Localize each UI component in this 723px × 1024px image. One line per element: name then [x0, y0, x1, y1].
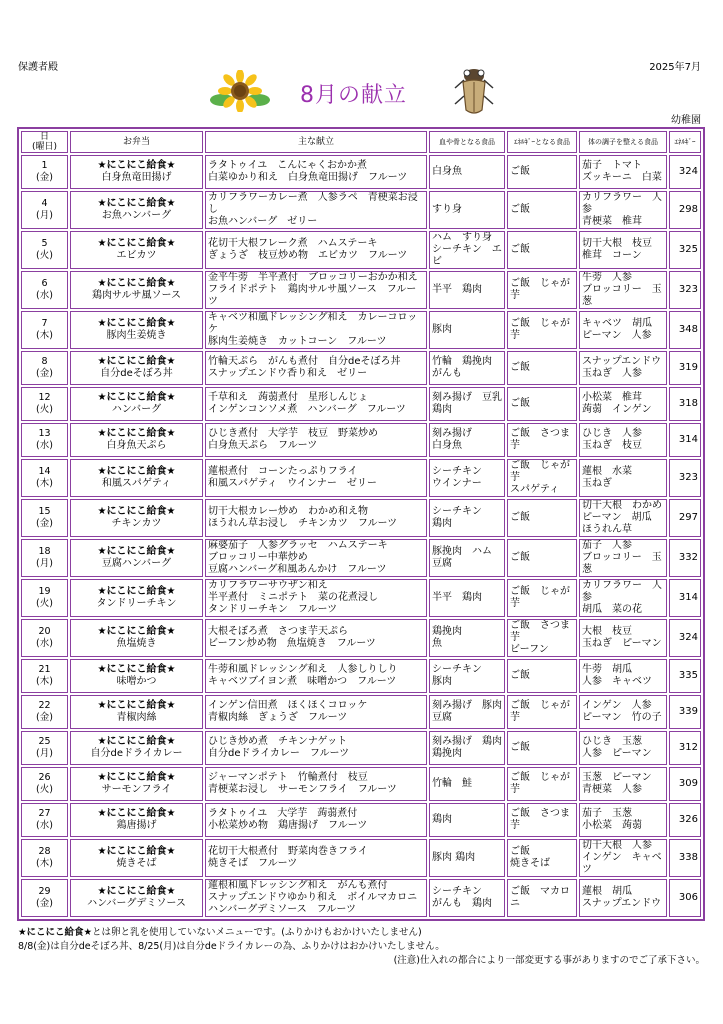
kyushoku-star-label: ★にこにこ給食★ [97, 626, 176, 637]
cell-bento [70, 659, 203, 693]
cell-blood-food: 白身魚 [429, 155, 505, 189]
table-row [21, 155, 701, 189]
kyushoku-star-label: ★にこにこ給食★ [97, 198, 176, 209]
bento-name: 白身魚竜田揚げ [101, 172, 172, 183]
cell-blood-food: 刻み揚げ 豆乳 鶏肉 [429, 387, 505, 421]
cell-main-menu: 麻婆茄子 人参グラッセ ハムステーキ ブロッコリー中華炒め 豆腐ハンバーグ和風あんかけ フルーツ [205, 539, 427, 577]
cell-energy-kcal: 339 [669, 695, 701, 729]
cell-energy-food: ご飯 じゃが芋 [507, 695, 577, 729]
cell-body-food: 切干大根 わかめ ピーマン 胡瓜 ほうれん草 [579, 499, 667, 537]
kyushoku-star-label: ★にこにこ給食★ [97, 700, 176, 711]
table-row [21, 803, 701, 837]
cell-energy-kcal: 338 [669, 839, 701, 877]
cell-blood-food: 鶏肉 [429, 803, 505, 837]
table-row [21, 311, 701, 349]
cell-energy-kcal: 324 [669, 619, 701, 657]
kyushoku-star-label: ★にこにこ給食★ [97, 586, 176, 597]
cell-energy-food: ご飯 マカロニ [507, 879, 577, 917]
cell-main-menu: ラタトゥイユ こんにゃくおかか煮 白菜ゆかり和え 白身魚竜田揚げ フルーツ [205, 155, 427, 189]
bento-name: 鶏肉サルサ風ソース [92, 290, 181, 301]
cell-energy-food: ご飯 焼きそば [507, 839, 577, 877]
cell-bento [70, 579, 203, 617]
kyushoku-star-label: ★にこにこ給食★ [97, 278, 176, 289]
kyushoku-star-label: ★にこにこ給食★ [97, 318, 176, 329]
cell-date: 14 (木) [21, 459, 68, 497]
kyushoku-star-label: ★にこにこ給食★ [97, 664, 176, 675]
cell-bento [70, 767, 203, 801]
cell-body-food: 小松菜 椎茸 蒟蒻 インゲン [579, 387, 667, 421]
recipient: 保護者殿 [18, 62, 58, 73]
cell-date: 7 (木) [21, 311, 68, 349]
cicada-icon [452, 66, 496, 116]
cell-energy-kcal: 298 [669, 191, 701, 229]
cell-energy-kcal: 323 [669, 459, 701, 497]
kyushoku-star-label: ★にこにこ給食★ [97, 392, 176, 403]
cell-body-food: 茄子 トマト ズッキーニ 白菜 [579, 155, 667, 189]
cell-energy-food: ご飯 [507, 539, 577, 577]
cell-energy-kcal: 318 [669, 387, 701, 421]
bento-name: 味噌かつ [116, 676, 157, 687]
table-row [21, 387, 701, 421]
table-row [21, 271, 701, 309]
cell-main-menu: 竹輪天ぷら がんも煮付 自分deそぼろ丼 スナップエンドウ香り和え ゼリー [205, 351, 427, 385]
cell-main-menu: 千草和え 蒟蒻煮付 星形しんじょ インゲンコンソメ煮 ハンバーグ フルーツ [205, 387, 427, 421]
page-title: 8月の献立 [300, 83, 407, 108]
cell-date: 27 (水) [21, 803, 68, 837]
cell-bento [70, 695, 203, 729]
header-main: 主な献立 [205, 131, 427, 153]
cell-blood-food: シーチキン がんも 鶏肉 [429, 879, 505, 917]
kyushoku-star-label: ★にこにこ給食★ [97, 546, 176, 557]
cell-energy-food: ご飯 [507, 155, 577, 189]
cell-body-food: カリフラワー 人参 青梗菜 椎茸 [579, 191, 667, 229]
kyushoku-star-label: ★にこにこ給食★ [97, 160, 176, 171]
bento-name: 自分deドライカレー [90, 748, 183, 759]
cell-body-food: 切干大根 人参 インゲン キャベツ [579, 839, 667, 877]
cell-body-food: ひじき 人参 玉ねぎ 枝豆 [579, 423, 667, 457]
cell-main-menu: ひじき炒め煮 チキンナゲット 自分deドライカレー フルーツ [205, 731, 427, 765]
cell-body-food: スナップエンドウ 玉ねぎ 人参 [579, 351, 667, 385]
header-blood: 血や骨となる食品 [429, 131, 505, 153]
cell-bento [70, 155, 203, 189]
footer-note-2: 8/8(金)は自分deそぼろ丼、8/25(月)は自分deドライカレーの為、ふりかけはおかけいたしません。 [18, 941, 445, 952]
cell-bento [70, 191, 203, 229]
cell-energy-kcal: 326 [669, 803, 701, 837]
cell-body-food: 牛蒡 胡瓜 人参 キャベツ [579, 659, 667, 693]
cell-energy-food: ご飯 [507, 351, 577, 385]
bento-name: チキンカツ [111, 518, 162, 529]
bento-name: 魚塩焼き [116, 638, 157, 649]
cell-energy-food: ご飯 じゃが芋 スパゲティ [507, 459, 577, 497]
bento-name: 焼きそば [116, 858, 157, 869]
cell-blood-food: すり身 [429, 191, 505, 229]
table-header-row [21, 131, 701, 153]
cell-body-food: 蓮根 胡瓜 スナップエンドウ [579, 879, 667, 917]
cell-bento [70, 271, 203, 309]
cell-energy-kcal: 297 [669, 499, 701, 537]
school-name: 幼稚園 [671, 115, 701, 126]
bento-name: 鶏唐揚げ [116, 820, 157, 831]
cell-blood-food: ハム すり身 シーチキン エビ [429, 231, 505, 269]
table-row [21, 423, 701, 457]
cell-bento [70, 311, 203, 349]
cell-blood-food: 豚挽肉 ハム 豆腐 [429, 539, 505, 577]
footer-note-1-bold: ★にこにこ給食★ [18, 927, 93, 938]
cell-bento [70, 351, 203, 385]
footer-note-1-text: とは卵と乳を使用していないメニューです。(ふりかけもおかけいたしません) [92, 927, 422, 938]
kyushoku-star-label: ★にこにこ給食★ [97, 428, 176, 439]
cell-date: 18 (月) [21, 539, 68, 577]
cell-date: 19 (火) [21, 579, 68, 617]
table-row [21, 839, 701, 877]
cell-energy-food: ご飯 じゃが芋 [507, 271, 577, 309]
cell-energy-kcal: 325 [669, 231, 701, 269]
cell-bento [70, 539, 203, 577]
cell-date: 6 (水) [21, 271, 68, 309]
cell-body-food: 茄子 人参 ブロッコリー 玉葱 [579, 539, 667, 577]
footer-note-1 [18, 924, 422, 938]
bento-name: お魚ハンバーグ [101, 210, 172, 221]
cell-energy-food: ご飯 [507, 499, 577, 537]
table-row [21, 659, 701, 693]
cell-body-food: ひじき 玉葱 人参 ピーマン [579, 731, 667, 765]
kyushoku-star-label: ★にこにこ給食★ [97, 238, 176, 249]
cell-energy-food: ご飯 さつま芋 ビーフン [507, 619, 577, 657]
bento-name: 白身魚天ぷら [106, 440, 167, 451]
cell-main-menu: 切干大根カレー炒め わかめ和え物 ほうれん草お浸し チキンカツ フルーツ [205, 499, 427, 537]
cell-date: 13 (水) [21, 423, 68, 457]
cell-body-food: キャベツ 胡瓜 ピーマン 人参 [579, 311, 667, 349]
bento-name: エビカツ [116, 250, 157, 261]
cell-body-food: 茄子 玉葱 小松菜 蒟蒻 [579, 803, 667, 837]
cell-date: 22 (金) [21, 695, 68, 729]
table-row [21, 231, 701, 269]
cell-blood-food: 刻み揚げ 白身魚 [429, 423, 505, 457]
cell-energy-food: ご飯 じゃが芋 [507, 579, 577, 617]
table-row [21, 579, 701, 617]
cell-date: 26 (火) [21, 767, 68, 801]
cell-energy-food: ご飯 じゃが芋 [507, 767, 577, 801]
cell-main-menu: ジャーマンポテト 竹輪煮付 枝豆 青梗菜お浸し サーモンフライ フルーツ [205, 767, 427, 801]
bento-name: 自分deそぼろ丼 [100, 368, 173, 379]
cell-blood-food: 豚肉 鶏肉 [429, 839, 505, 877]
bento-name: 青椒肉絲 [116, 712, 157, 723]
table-row [21, 539, 701, 577]
bento-name: 豚肉生姜焼き [106, 330, 167, 341]
cell-date: 21 (木) [21, 659, 68, 693]
cell-main-menu: ひじき煮付 大学芋 枝豆 野菜炒め 白身魚天ぷら フルーツ [205, 423, 427, 457]
cell-date: 28 (木) [21, 839, 68, 877]
kyushoku-star-label: ★にこにこ給食★ [97, 466, 176, 477]
cell-body-food: 大根 枝豆 玉ねぎ ピーマン [579, 619, 667, 657]
cell-bento [70, 839, 203, 877]
cell-blood-food: シーチキン 鶏肉 [429, 499, 505, 537]
cell-date: 8 (金) [21, 351, 68, 385]
cell-bento [70, 619, 203, 657]
kyushoku-star-label: ★にこにこ給食★ [97, 846, 176, 857]
cell-energy-food: ご飯 じゃが芋 [507, 311, 577, 349]
table-row [21, 619, 701, 657]
cell-bento [70, 423, 203, 457]
cell-energy-kcal: 319 [669, 351, 701, 385]
cell-date: 29 (金) [21, 879, 68, 917]
bento-name: サーモンフライ [101, 784, 172, 795]
table-row [21, 499, 701, 537]
cell-energy-kcal: 312 [669, 731, 701, 765]
cell-date: 12 (火) [21, 387, 68, 421]
cell-date: 1 (金) [21, 155, 68, 189]
bento-name: タンドリーチキン [96, 598, 177, 609]
cell-body-food: 牛蒡 人参 ブロッコリー 玉葱 [579, 271, 667, 309]
menu-table [17, 127, 705, 921]
cell-main-menu: ラタトゥイユ 大学芋 蒟蒻煮付 小松菜炒め物 鶏唐揚げ フルーツ [205, 803, 427, 837]
header-date: 日 (曜日) [21, 131, 68, 153]
cell-date: 5 (火) [21, 231, 68, 269]
cell-blood-food: 鶏挽肉 魚 [429, 619, 505, 657]
bento-name: 豆腐ハンバーグ [101, 558, 172, 569]
bento-name: ハンバーグ [111, 404, 162, 415]
cell-main-menu: 蓮根和風ドレッシング和え がんも煮付 スナップエンドウゆかり和え ボイルマカロニ ハンバーグデミソース フルーツ [205, 879, 427, 917]
cell-main-menu: カリフラワーサウザン和え 半平煮付 ミニポテト 菜の花煮浸し タンドリーチキン フルーツ [205, 579, 427, 617]
cell-bento [70, 803, 203, 837]
cell-energy-food: ご飯 さつま芋 [507, 423, 577, 457]
cell-body-food: インゲン 人参 ピーマン 竹の子 [579, 695, 667, 729]
issue-date: 2025年7月 [649, 62, 701, 73]
cell-main-menu: 花切干大根煮付 野菜肉巻きフライ 焼きそば フルーツ [205, 839, 427, 877]
header-kcal: ｴﾈﾙｷﾞｰ [669, 131, 701, 153]
kyushoku-star-label: ★にこにこ給食★ [97, 736, 176, 747]
cell-energy-food: ご飯 [507, 387, 577, 421]
kyushoku-star-label: ★にこにこ給食★ [97, 506, 176, 517]
table-row [21, 731, 701, 765]
cell-energy-kcal: 314 [669, 423, 701, 457]
kyushoku-star-label: ★にこにこ給食★ [97, 772, 176, 783]
cell-energy-kcal: 306 [669, 879, 701, 917]
cell-main-menu: キャベツ和風ドレッシング和え カレーコロッケ 豚肉生姜焼き カットコーン フルーツ [205, 311, 427, 349]
cell-energy-food: ご飯 さつま芋 [507, 803, 577, 837]
cell-body-food: 蓮根 水菜 玉ねぎ [579, 459, 667, 497]
cell-main-menu: 金平牛蒡 半平煮付 ブロッコリーおかか和え フライドポテト 鶏肉サルサ風ソース フルーツ [205, 271, 427, 309]
cell-energy-food: ご飯 [507, 191, 577, 229]
kyushoku-star-label: ★にこにこ給食★ [97, 808, 176, 819]
cell-main-menu: 牛蒡和風ドレッシング和え 人参しりしり キャベツブイヨン煮 味噌かつ フルーツ [205, 659, 427, 693]
cell-blood-food: 半平 鶏肉 [429, 271, 505, 309]
cell-bento [70, 459, 203, 497]
sunflower-icon [208, 70, 272, 112]
cell-bento [70, 499, 203, 537]
cell-energy-food: ご飯 [507, 731, 577, 765]
cell-main-menu: 花切干大根フレーク煮 ハムステーキ ぎょうざ 枝豆炒め物 エビカツ フルーツ [205, 231, 427, 269]
cell-bento [70, 731, 203, 765]
cell-energy-kcal: 332 [669, 539, 701, 577]
cell-energy-kcal: 335 [669, 659, 701, 693]
cell-energy-kcal: 309 [669, 767, 701, 801]
cell-blood-food: シーチキン ウインナー [429, 459, 505, 497]
table-row [21, 191, 701, 229]
cell-main-menu: カリフラワーカレー煮 人参ラペ 青梗菜お浸し お魚ハンバーグ ゼリー [205, 191, 427, 229]
cell-main-menu: インゲン信田煮 ほくほくコロッケ 青椒肉絲 ぎょうざ フルーツ [205, 695, 427, 729]
footer-note-3: (注意)仕入れの都合により一部変更する事がありますのでご了承下さい。 [393, 955, 705, 966]
cell-blood-food: 竹輪 鶏挽肉 がんも [429, 351, 505, 385]
cell-date: 15 (金) [21, 499, 68, 537]
cell-body-food: 切干大根 枝豆 椎茸 コーン [579, 231, 667, 269]
cell-bento [70, 879, 203, 917]
cell-energy-kcal: 314 [669, 579, 701, 617]
cell-date: 4 (月) [21, 191, 68, 229]
cell-energy-kcal: 323 [669, 271, 701, 309]
cell-date: 25 (月) [21, 731, 68, 765]
cell-blood-food: 竹輪 鮭 [429, 767, 505, 801]
bento-name: ハンバーグデミソース [87, 898, 186, 909]
kyushoku-star-label: ★にこにこ給食★ [97, 886, 176, 897]
cell-blood-food: 半平 鶏肉 [429, 579, 505, 617]
cell-blood-food: 刻み揚げ 鶏肉 鶏挽肉 [429, 731, 505, 765]
cell-body-food: 玉葱 ピーマン 青梗菜 人参 [579, 767, 667, 801]
header-energy: ｴﾈﾙｷﾞｰとなる食品 [507, 131, 577, 153]
kyushoku-star-label: ★にこにこ給食★ [97, 356, 176, 367]
cell-main-menu: 蓮根煮付 コーンたっぷりフライ 和風スパゲティ ウインナー ゼリー [205, 459, 427, 497]
cell-bento [70, 231, 203, 269]
table-row [21, 695, 701, 729]
table-row [21, 351, 701, 385]
cell-blood-food: シーチキン 豚肉 [429, 659, 505, 693]
cell-main-menu: 大根そぼろ煮 さつま芋天ぷら ビーフン炒め物 魚塩焼き フルーツ [205, 619, 427, 657]
table-row [21, 767, 701, 801]
cell-blood-food: 豚肉 [429, 311, 505, 349]
header-bento: お弁当 [70, 131, 203, 153]
cell-energy-kcal: 348 [669, 311, 701, 349]
header-body: 体の調子を整える食品 [579, 131, 667, 153]
bento-name: 和風スパゲティ [101, 478, 172, 489]
cell-blood-food: 刻み揚げ 豚肉 豆腐 [429, 695, 505, 729]
cell-date: 20 (水) [21, 619, 68, 657]
table-row [21, 879, 701, 917]
table-row [21, 459, 701, 497]
cell-energy-kcal: 324 [669, 155, 701, 189]
cell-energy-food: ご飯 [507, 659, 577, 693]
cell-energy-food: ご飯 [507, 231, 577, 269]
cell-body-food: カリフラワー 人参 胡瓜 菜の花 [579, 579, 667, 617]
cell-bento [70, 387, 203, 421]
